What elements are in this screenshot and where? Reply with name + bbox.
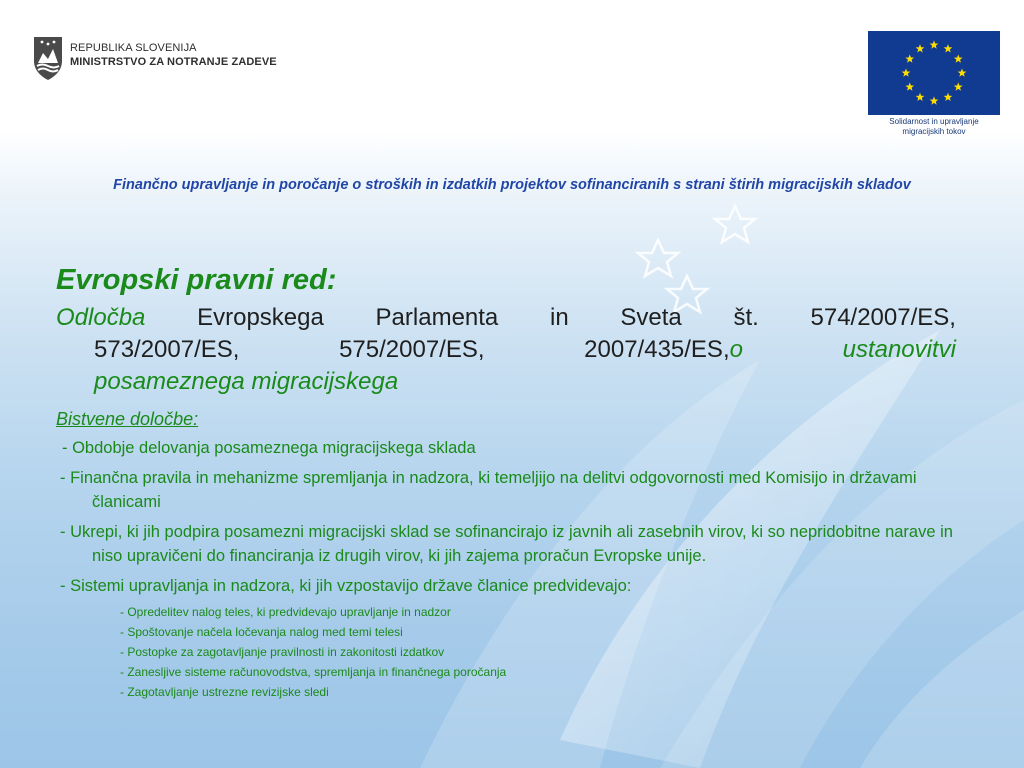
slide-content [56, 260, 956, 702]
decision-word: Sveta [620, 304, 682, 331]
eu-star-icon [944, 93, 953, 101]
eu-flag-caption [858, 117, 1010, 137]
decision-lead: Odločba [56, 304, 146, 331]
sub-list-item: - Spoštovanje načela ločevanja nalog med temi telesi [120, 625, 403, 639]
eu-star-icon [954, 82, 963, 90]
ministry-line-1: REPUBLIKA SLOVENIJA [70, 42, 197, 54]
eu-star-icon [905, 82, 914, 90]
eu-star-icon [930, 96, 939, 104]
decision-row-3: posameznega migracijskega [94, 368, 399, 395]
list-item: - Sistemi upravljanja in nadzora, ki jih vzpostavijo države članice predvidevajo: [60, 577, 632, 595]
control-systems-sublist [56, 602, 956, 702]
key-provisions-label: Bistvene določbe: [56, 409, 199, 429]
decision-row-2 [56, 334, 956, 366]
eu-star-icon [958, 68, 967, 76]
decision-paragraph [56, 302, 956, 398]
decision-word: 573/2007/ES, [94, 336, 240, 363]
list-item: - Obdobje delovanja posameznega migracijskega sklada [62, 439, 476, 457]
sub-list-item: - Zagotavljanje ustrezne revizijske sledi [120, 685, 329, 699]
slovenia-coat-of-arms-icon [32, 35, 64, 81]
decision-word: 574/2007/ES, [810, 304, 956, 331]
eu-star-icon [916, 44, 925, 52]
decision-word: 2007/435/ES, [584, 336, 730, 363]
star-outline-icon [715, 206, 755, 242]
decision-word-italic: o [729, 336, 743, 363]
slide-heading: Evropski pravni red: [56, 264, 337, 296]
decision-word: Parlamenta [375, 304, 499, 331]
eu-flag [868, 31, 1000, 115]
provisions-list [56, 436, 956, 598]
eu-star-icon [944, 44, 953, 52]
eu-star-icon [930, 40, 939, 48]
eu-star-icon [916, 93, 925, 101]
eu-caption-line-1: Solidarnost in upravljanje [889, 117, 979, 126]
decision-word-italic: ustanovitvi [842, 336, 956, 363]
sub-list-item: - Opredelitev nalog teles, ki predvidevajo upravljanje in nadzor [120, 605, 451, 619]
sub-list-item: - Postopke za zagotavljanje pravilnosti in zakonitosti izdatkov [120, 645, 445, 659]
list-item: - Ukrepi, ki jih podpira posamezni migracijski sklad se sofinancirajo iz javnih ali zasebnih virov, ki so nepridobitne narave in niso upravičeni do financiranja iz drugih virov, ki jih zajema proračun Evropske unije. [60, 523, 953, 565]
decision-word: in [549, 304, 569, 331]
decision-word: Evropskega [197, 304, 324, 331]
slide-subtitle: Finančno upravljanje in poročanje o stroških in izdatkih projektov sofinanciranih s strani štirih migracijskih skladov [113, 177, 911, 193]
ministry-logo [32, 35, 322, 85]
eu-star-icon [905, 54, 914, 62]
eu-caption-line-2: migracijskih tokov [902, 127, 966, 136]
eu-flag-icon [868, 31, 1000, 115]
list-item: - Finančna pravila in mehanizme spremljanja in nadzora, ki temeljijo na delitvi odgovornosti med Komisijo in državami članicami [60, 469, 917, 511]
decision-word: 575/2007/ES, [339, 336, 485, 363]
decision-word: št. [733, 304, 759, 331]
ministry-line-2: MINISTRSTVO ZA NOTRANJE ZADEVE [70, 56, 277, 68]
eu-star-icon [902, 68, 911, 76]
decision-row-1 [56, 302, 956, 334]
sub-list-item: - Zanesljive sisteme računovodstva, spremljanja in finančnega poročanja [120, 665, 507, 679]
decision-word-group [584, 334, 743, 366]
eu-star-icon [954, 54, 963, 62]
